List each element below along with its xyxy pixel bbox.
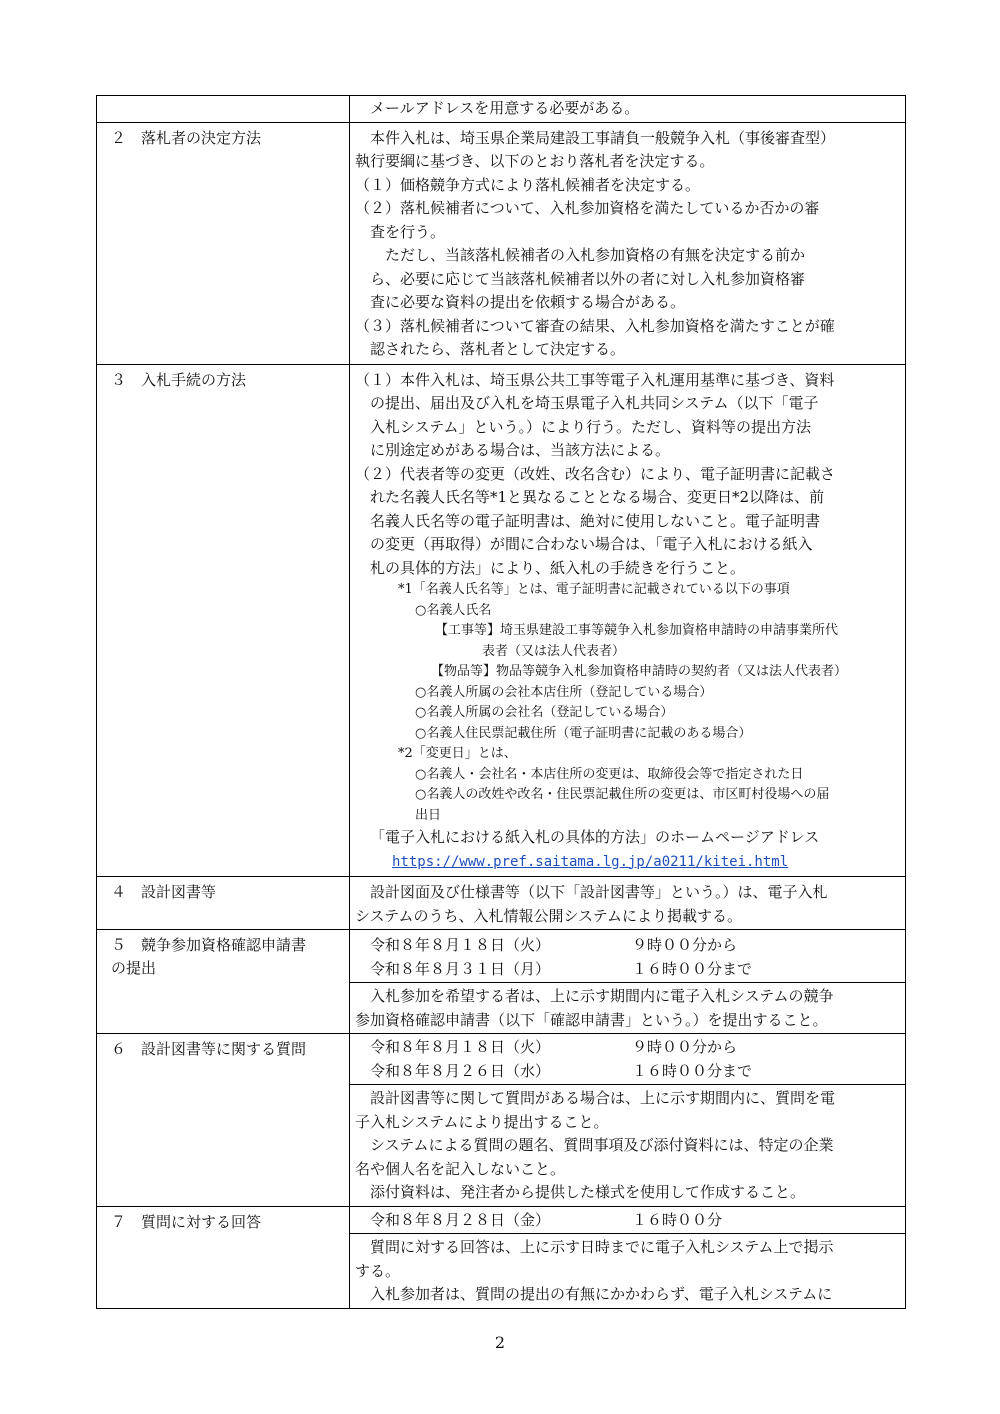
- text-line: メールアドレスを用意する必要がある。: [355, 99, 640, 117]
- row-content-cell: [350, 1206, 906, 1308]
- note-line: 出日: [415, 807, 442, 823]
- text-line: の変更（再取得）が間に合わない場合は、「電子入札における紙入: [370, 535, 813, 553]
- section-label: ３ 入札手続の方法: [111, 370, 247, 389]
- time-value: ９時００分から: [632, 1038, 738, 1056]
- date-value: 令和８年８月１８日（火）: [370, 1038, 551, 1056]
- table-row: [97, 96, 906, 123]
- date-line: [355, 1209, 901, 1233]
- note-line: *1「名義人氏名等」とは、電子証明書に記載されている以下の事項: [398, 582, 790, 597]
- note-line: ○名義人・会社名・本店住所の変更は、取締役会等で指定された日: [415, 766, 804, 782]
- table-row: [97, 1034, 906, 1207]
- document-body: [96, 95, 905, 1309]
- link-caption: 「電子入札における紙入札の具体的方法」のホームページアドレス: [370, 828, 820, 846]
- time-value: ９時００分から: [632, 936, 738, 954]
- date-value: 令和８年８月１８日（火）: [370, 936, 551, 954]
- text-line: 質問に対する回答は、上に示す日時までに電子入札システム上で掲示: [355, 1238, 834, 1256]
- text-line: 札の具体的方法」により、紙入札の手続きを行うこと。: [370, 558, 746, 577]
- text-line: ら、必要に応じて当該落札候補者以外の者に対し入札参加資格審: [370, 269, 806, 288]
- time-value: １６時００分まで: [632, 1061, 753, 1080]
- date-line: [355, 958, 901, 982]
- row-label-cell: [97, 930, 350, 1034]
- text-line: の提出、届出及び入札を埼玉県電子入札共同システム（以下「電子: [370, 394, 819, 412]
- row-label-cell: [97, 1034, 350, 1207]
- date-value: 令和８年８月２６日（水）: [370, 1061, 551, 1080]
- text-line: 執行要綱に基づき、以下のとおり落札者を決定する。: [355, 152, 715, 170]
- table-row: [97, 877, 906, 930]
- note-line: ○名義人所属の会社名（登記している場合）: [415, 705, 674, 720]
- text-line: ただし、当該落札候補者の入札参加資格の有無を決定する前か: [370, 246, 806, 264]
- text-line: （１）本件入札は、埼玉県公共工事等電子入札運用基準に基づき、資料: [355, 370, 835, 389]
- note-line: ○名義人の改姓や改名・住民票記載住所の変更は、市区町村役場への届: [415, 787, 830, 802]
- date-line: [355, 1060, 901, 1084]
- note-line: 【物品等】物品等競争入札参加資格申請時の契約者（又は法人代表者）: [431, 664, 848, 679]
- table-row: [97, 1206, 906, 1308]
- text-line: 査に必要な資料の提出を依頼する場合がある。: [370, 293, 686, 311]
- text-line: 参加資格確認申請書（以下「確認申請書」という。）を提出すること。: [355, 1010, 828, 1029]
- section-label: ２ 落札者の決定方法: [111, 128, 262, 147]
- note-line: ○名義人住民票記載住所（電子証明書に記載のある場合）: [415, 725, 752, 741]
- text-line: 入札システム」という。）により行う。ただし、資料等の提出方法: [370, 417, 812, 436]
- text-line: 名義人氏名等の電子証明書は、絶対に使用しないこと。電子証明書: [370, 511, 821, 530]
- table-row: [97, 364, 906, 877]
- note-line: 【工事等】埼玉県建設工事等競争入札参加資格申請時の申請事業所代: [435, 623, 839, 638]
- date-line: [355, 934, 901, 958]
- date-value: 令和８年８月３１日（月）: [370, 959, 551, 978]
- row-label-cell: [97, 364, 350, 877]
- procedure-table: [96, 95, 906, 1309]
- section-label: ４ 設計図書等: [111, 883, 217, 901]
- text-line: 入札参加を希望する者は、上に示す期間内に電子入札システムの競争: [355, 987, 834, 1005]
- page-number: 2: [494, 1333, 506, 1352]
- date-value: 令和８年８月２８日（金）: [370, 1210, 551, 1229]
- row-content-cell: [350, 1034, 906, 1207]
- table-row: [97, 122, 906, 364]
- text-line: システムのうち、入札情報公開システムにより掲載する。: [355, 906, 743, 925]
- row-content-cell: [350, 96, 906, 123]
- text-line: 本件入札は、埼玉県企業局建設工事請負一般競争入札（事後審査型）: [355, 128, 836, 147]
- text-line: （３）落札候補者について審査の結果、入札参加資格を満たすことが確: [355, 316, 835, 335]
- text-line: 査を行う。: [370, 222, 446, 241]
- text-line: れた名義人氏名等*1と異なることとなる場合、変更日*2以降は、前: [370, 488, 825, 506]
- row-content-cell: [350, 122, 906, 364]
- section-label: ６ 設計図書等に関する質問: [111, 1040, 307, 1058]
- text-line: 名や個人名を記入しないこと。: [355, 1159, 566, 1178]
- row-content-cell: [350, 364, 906, 877]
- table-row: [97, 930, 906, 1034]
- row-content-cell: [350, 877, 906, 930]
- note-line: ○名義人所属の会社本店住所（登記している場合）: [415, 684, 713, 700]
- text-line: （２）落札候補者について、入札参加資格を満たしているか否かの審: [355, 199, 820, 217]
- note-line: *2「変更日」とは、: [398, 746, 517, 761]
- homepage-link[interactable]: https://www.pref.saitama.lg.jp/a0211/kitei.html: [392, 853, 789, 870]
- time-value: １６時００分: [632, 1210, 723, 1229]
- text-line: 設計図面及び仕様書等（以下「設計図書等」という。）は、電子入札: [355, 883, 828, 901]
- text-line: システムによる質問の題名、質問事項及び添付資料には、特定の企業: [355, 1136, 834, 1154]
- text-line: 認されたら、落札者として決定する。: [370, 340, 626, 358]
- text-line: 入札参加者は、質問の提出の有無にかかわらず、電子入札システムに: [355, 1285, 833, 1303]
- row-label-cell: [97, 122, 350, 364]
- text-line: に別途定めがある場合は、当該方法による。: [370, 441, 671, 459]
- text-line: する。: [355, 1261, 401, 1280]
- section-label: ７ 質問に対する回答: [111, 1212, 262, 1231]
- time-value: １６時００分まで: [632, 959, 753, 978]
- text-line: （１）価格競争方式により落札候補者を決定する。: [355, 175, 701, 194]
- row-label-cell: [97, 96, 350, 123]
- note-line: ○名義人氏名: [415, 602, 492, 618]
- note-line: 表者（又は法人代表者）: [482, 643, 626, 659]
- text-line: 子入札システムにより提出すること。: [355, 1112, 609, 1131]
- row-content-cell: [350, 930, 906, 1034]
- text-line: （２）代表者等の変更（改姓、改名含む）により、電子証明書に記載さ: [355, 464, 836, 483]
- section-label: ５ 競争参加資格確認申請書 の提出: [111, 936, 307, 977]
- row-label-cell: [97, 1206, 350, 1308]
- date-line: [355, 1036, 901, 1060]
- text-line: 添付資料は、発注者から提供した様式を使用して作成すること。: [355, 1183, 806, 1201]
- text-line: 設計図書等に関して質問がある場合は、上に示す期間内に、質問を電: [355, 1089, 836, 1107]
- row-label-cell: [97, 877, 350, 930]
